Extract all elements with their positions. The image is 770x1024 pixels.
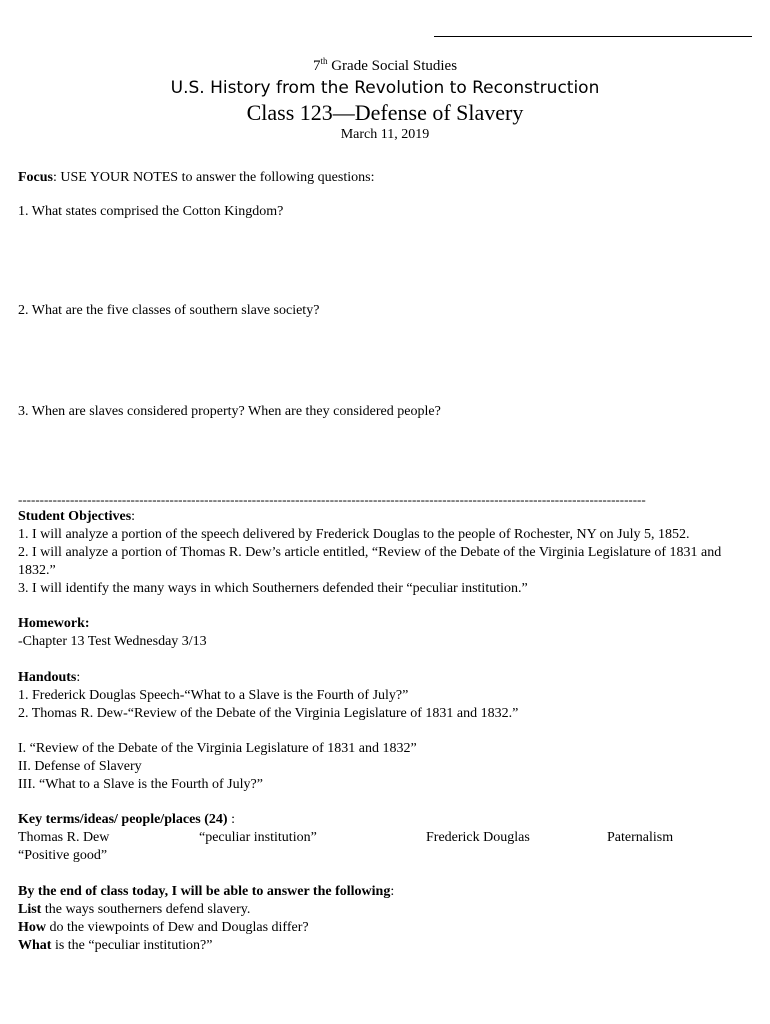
- outline-item-3: III. “What to a Slave is the Fourth of July?”: [18, 777, 263, 792]
- dashed-divider: -------------------------------------------------------------------------------------------------------------------------------------------------: [18, 492, 646, 507]
- focus-text: : USE YOUR NOTES to answer the following questions:: [53, 170, 375, 185]
- objective-2: 2. I will analyze a portion of Thomas R. Dew’s article entitled, “Review of the Debate of the Virginia Legislature of 1831 and 1832.”: [18, 545, 722, 578]
- item-rest: do the viewpoints of Dew and Douglas differ?: [46, 920, 309, 935]
- end-of-class-item: [18, 901, 758, 919]
- key-terms-label: Key terms/ideas/ people/places (24): [18, 812, 228, 827]
- end-of-class-colon: :: [390, 884, 395, 899]
- grade-rest: Grade Social Studies: [327, 58, 458, 74]
- question-3: 3. When are slaves considered property? When are they considered people?: [18, 404, 441, 419]
- outline-item-1: I. “Review of the Debate of the Virginia Legislature of 1831 and 1832”: [18, 741, 417, 756]
- item-lead: What: [18, 938, 52, 953]
- key-term-row-2: “Positive good”: [18, 848, 108, 863]
- homework-item: -Chapter 13 Test Wednesday 3/13: [18, 634, 207, 649]
- objectives-heading: [18, 508, 758, 526]
- outline-item-2: II. Defense of Slavery: [18, 759, 142, 774]
- grade-suffix: th: [320, 56, 328, 66]
- handout-2: 2. Thomas R. Dew-“Review of the Debate of the Virginia Legislature of 1831 and 1832.”: [18, 706, 519, 721]
- item-lead: List: [18, 902, 42, 917]
- end-of-class-item: [18, 919, 758, 937]
- key-term: Thomas R. Dew: [18, 830, 110, 845]
- key-term: Paternalism: [607, 830, 674, 845]
- item-rest: the ways southerners defend slavery.: [41, 902, 251, 917]
- end-of-class-heading: [18, 883, 758, 901]
- name-blank-line: [434, 18, 752, 37]
- objectives-label: Student Objectives: [18, 509, 132, 524]
- objectives-colon: :: [131, 509, 136, 524]
- grade-number: 7: [312, 58, 321, 74]
- item-lead: How: [18, 920, 46, 935]
- handouts-label: Handouts: [18, 670, 77, 685]
- key-terms-colon: :: [227, 812, 235, 827]
- question-1: 1. What states comprised the Cotton Kingdom?: [18, 204, 284, 219]
- focus-line: [18, 169, 758, 187]
- class-date: March 11, 2019: [340, 127, 430, 142]
- handouts-heading: [18, 669, 758, 687]
- objective-1: 1. I will analyze a portion of the speech delivered by Frederick Douglas to the people of Rochester, NY on July 5, 1852.: [18, 527, 690, 542]
- homework-heading: Homework:: [18, 616, 90, 631]
- grade-heading: [0, 57, 770, 75]
- objective-3: 3. I will identify the many ways in which Southerners defended their “peculiar institution.”: [18, 581, 528, 596]
- course-title: U.S. History from the Revolution to Reconstruction: [170, 78, 600, 98]
- end-of-class-label: By the end of class today, I will be able to answer the following: [18, 884, 391, 899]
- focus-label: Focus: [18, 170, 53, 185]
- handout-1: 1. Frederick Douglas Speech-“What to a Slave is the Fourth of July?”: [18, 688, 409, 703]
- key-terms-heading: [18, 811, 758, 829]
- handouts-colon: :: [76, 670, 81, 685]
- item-rest: is the “peculiar institution?”: [51, 938, 213, 953]
- key-term: “peculiar institution”: [199, 830, 317, 845]
- end-of-class-item: [18, 937, 758, 955]
- question-2: 2. What are the five classes of southern slave society?: [18, 303, 320, 318]
- class-title: Class 123—Defense of Slavery: [246, 100, 524, 125]
- key-term: Frederick Douglas: [426, 830, 530, 845]
- key-terms-row: [18, 829, 758, 847]
